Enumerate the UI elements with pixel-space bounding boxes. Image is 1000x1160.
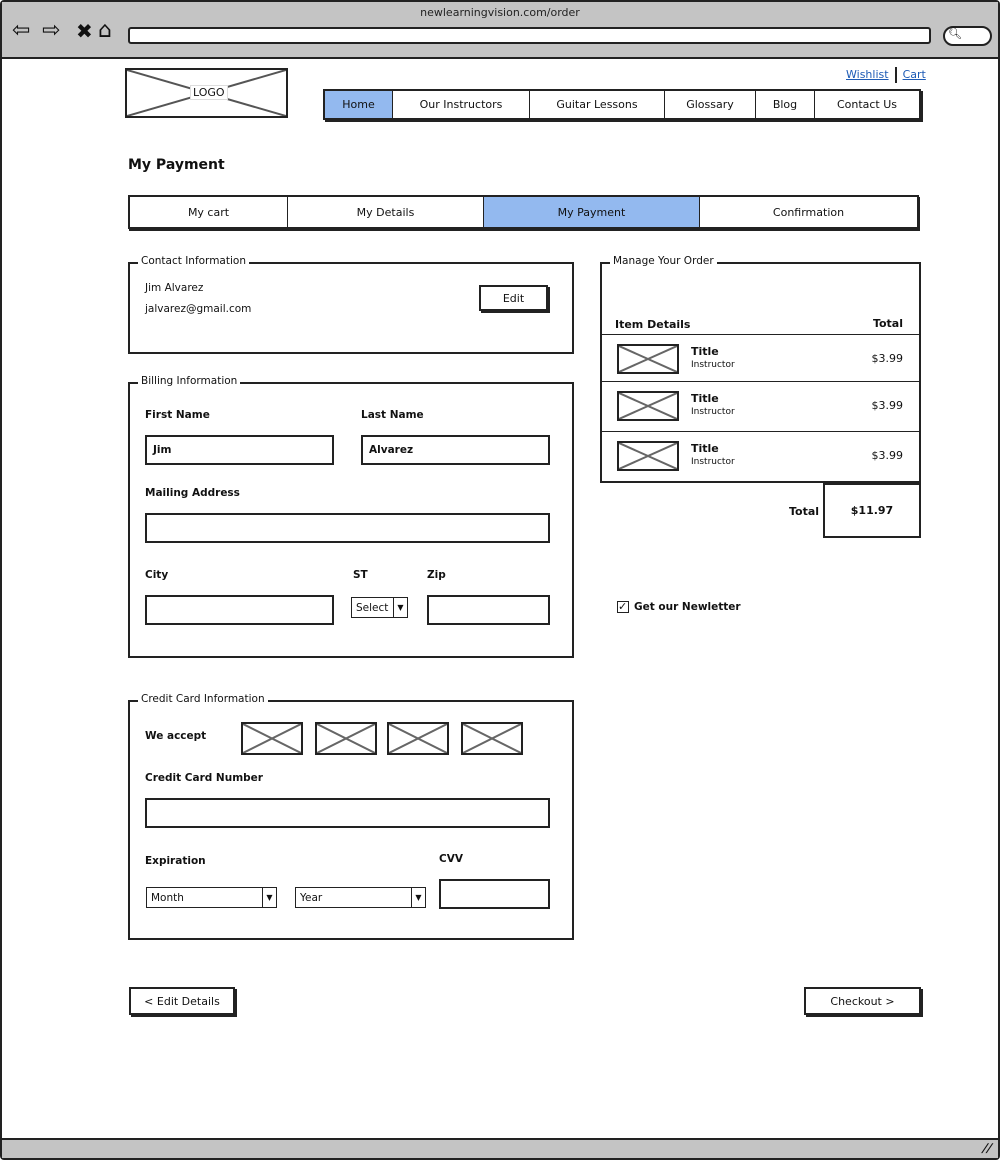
- total-header: Total: [872, 317, 903, 330]
- checkmark-icon: ✓: [618, 600, 628, 613]
- order-item: [602, 431, 919, 481]
- forward-arrow-icon[interactable]: ⇨: [42, 18, 61, 43]
- image-placeholder-icon: [619, 443, 677, 469]
- billing-info-section: [128, 375, 574, 658]
- order-item: [602, 381, 919, 431]
- checkout-steps: [128, 195, 919, 229]
- nav-item-blog[interactable]: Blog: [756, 91, 815, 118]
- order-summary-legend: Manage Your Order: [610, 255, 717, 267]
- card-number-field[interactable]: [145, 798, 550, 828]
- item-price: $3.99: [871, 449, 903, 462]
- order-item: [602, 334, 919, 384]
- billing-info-legend: Billing Information: [138, 375, 240, 387]
- expiration-year-select[interactable]: [295, 887, 426, 908]
- item-thumbnail: [617, 441, 679, 471]
- page-url-title: newlearningvision.com/order: [420, 6, 580, 19]
- logo-label: LOGO: [190, 85, 228, 100]
- nav-item-home[interactable]: Home: [325, 91, 393, 118]
- contact-info-section: [128, 255, 574, 354]
- item-price: $3.99: [871, 352, 903, 365]
- logo[interactable]: [125, 68, 288, 118]
- edit-details-button[interactable]: < Edit Details: [129, 987, 235, 1015]
- stop-icon[interactable]: ✖: [76, 19, 93, 43]
- state-label: ST: [353, 569, 368, 581]
- image-placeholder-icon: [389, 724, 447, 753]
- contact-info-legend: Contact Information: [138, 255, 249, 267]
- city-label: City: [145, 569, 169, 581]
- mailing-address-label: Mailing Address: [145, 487, 240, 499]
- wishlist-link[interactable]: Wishlist: [846, 68, 889, 81]
- edit-contact-button[interactable]: Edit: [479, 285, 548, 311]
- step-confirmation[interactable]: Confirmation: [700, 197, 917, 227]
- item-title[interactable]: Title: [691, 345, 719, 358]
- image-placeholder-icon: [619, 346, 677, 372]
- image-placeholder-icon: [317, 724, 375, 753]
- item-instructor: Instructor: [691, 360, 735, 370]
- item-price: $3.99: [871, 399, 903, 412]
- dropdown-arrow-icon: ▼: [393, 598, 407, 617]
- browser-search[interactable]: [943, 26, 992, 46]
- expiration-month-select[interactable]: [146, 887, 277, 908]
- browser-toolbar: [2, 2, 998, 59]
- first-name-field[interactable]: Jim: [145, 435, 334, 465]
- image-placeholder-icon: [619, 393, 677, 419]
- zip-label: Zip: [427, 569, 446, 581]
- image-placeholder-icon: [463, 724, 521, 753]
- checkout-button[interactable]: Checkout >: [804, 987, 921, 1015]
- card-logo-4: [461, 722, 523, 755]
- year-select-value: Year: [300, 891, 323, 904]
- home-icon[interactable]: ⌂: [98, 18, 112, 43]
- address-bar[interactable]: [128, 27, 931, 44]
- item-title[interactable]: Title: [691, 442, 719, 455]
- order-summary-section: [600, 255, 921, 483]
- main-nav: [323, 89, 921, 120]
- step-my-details[interactable]: My Details: [288, 197, 484, 227]
- card-logo-1: [241, 722, 303, 755]
- link-divider: [895, 67, 897, 83]
- credit-card-legend: Credit Card Information: [138, 693, 268, 705]
- contact-email: jalvarez@gmail.com: [145, 303, 252, 315]
- item-title[interactable]: Title: [691, 392, 719, 405]
- nav-item-guitar-lessons[interactable]: Guitar Lessons: [530, 91, 665, 118]
- back-arrow-icon[interactable]: ⇦: [12, 18, 31, 43]
- city-field[interactable]: [145, 595, 334, 625]
- first-name-label: First Name: [145, 409, 210, 421]
- newsletter-label: Get our Newletter: [634, 601, 741, 613]
- browser-statusbar: [2, 1138, 998, 1158]
- credit-card-section: [128, 693, 574, 940]
- newsletter-checkbox[interactable]: [617, 601, 629, 613]
- we-accept-label: We accept: [145, 730, 207, 742]
- mailing-address-field[interactable]: [145, 513, 550, 543]
- page-title: My Payment: [128, 157, 225, 173]
- contact-name: Jim Alvarez: [145, 282, 204, 294]
- card-number-label: Credit Card Number: [145, 772, 263, 784]
- last-name-label: Last Name: [361, 409, 424, 421]
- cart-link[interactable]: Cart: [902, 68, 926, 81]
- last-name-field[interactable]: Alvarez: [361, 435, 550, 465]
- item-details-header: Item Details: [615, 318, 691, 331]
- utility-links: [846, 67, 926, 83]
- image-placeholder-icon: [243, 724, 301, 753]
- resize-grip-icon[interactable]: //: [980, 1141, 995, 1155]
- search-icon: 🔍︎: [948, 27, 962, 40]
- item-instructor: Instructor: [691, 407, 735, 417]
- nav-item-glossary[interactable]: Glossary: [665, 91, 756, 118]
- step-my-cart[interactable]: My cart: [130, 197, 288, 227]
- nav-item-contact[interactable]: Contact Us: [815, 91, 919, 118]
- cvv-label: CVV: [439, 853, 463, 865]
- card-logo-2: [315, 722, 377, 755]
- order-total-label: Total: [789, 505, 820, 518]
- cvv-field[interactable]: [439, 879, 550, 909]
- card-logo-3: [387, 722, 449, 755]
- item-thumbnail: [617, 391, 679, 421]
- item-thumbnail: [617, 344, 679, 374]
- dropdown-arrow-icon: ▼: [262, 888, 276, 907]
- state-select-value: Select: [356, 601, 389, 614]
- zip-field[interactable]: [427, 595, 550, 625]
- dropdown-arrow-icon: ▼: [411, 888, 425, 907]
- state-select[interactable]: [351, 597, 408, 618]
- month-select-value: Month: [151, 891, 184, 904]
- expiration-label: Expiration: [145, 855, 206, 867]
- step-my-payment[interactable]: My Payment: [484, 197, 700, 227]
- nav-item-instructors[interactable]: Our Instructors: [393, 91, 530, 118]
- item-instructor: Instructor: [691, 457, 735, 467]
- order-total-value: $11.97: [823, 483, 921, 538]
